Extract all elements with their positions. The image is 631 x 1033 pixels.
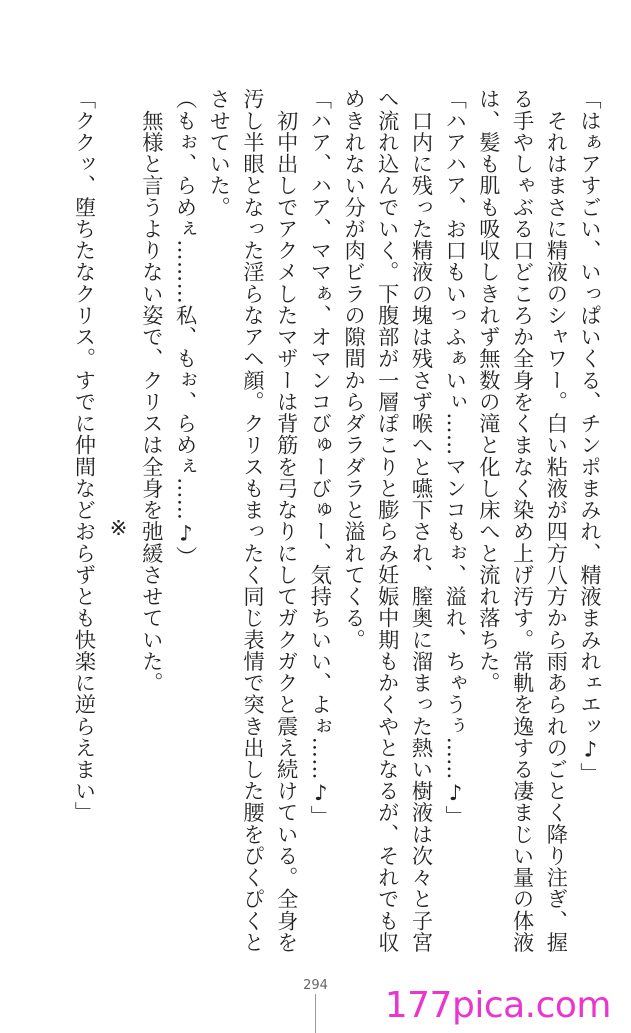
- text-column: 汚し半眼となった淫らなアヘ顔。クリスもまったく同じ表情で突き出した腰をぴくぴくと: [240, 88, 266, 953]
- text-column: 口内に残った精液の塊は残さず喉へと嚥下され、膣奥に溜まった熱い樹液は次々と子宮: [409, 88, 435, 953]
- text-column: させていた。: [207, 88, 233, 218]
- text-column: は、髪も肌も吸収しきれず無数の滝と化し床へと流れ落ちた。: [476, 88, 502, 694]
- text-column: 初中出しでアクメしたマザーは背筋を弓なりにしてガクガクと震え続けている。全身を: [274, 88, 300, 953]
- text-column: 無様と言うよりない姿で、クリスは全身を弛緩させていた。: [139, 88, 165, 694]
- text-column: 「ハアハア、お口もいっふぁいぃ……マンコもぉ、溢れ、ちゃうぅ……♪」: [443, 88, 469, 827]
- text-column: 「ハア、ハア、ママぁ、オマンコびゅーびゅー、気持ちいい、よぉ……♪」: [308, 88, 334, 827]
- text-column: それはまさに精液のシャワー。白い粘液が四方八方から雨あられのごとく降り注ぎ、握: [544, 88, 570, 953]
- text-column: へ流れ込んでいく。下腹部が一層ぽこりと膨らみ妊娠中期もかくやとなるが、それでも収: [375, 88, 401, 953]
- text-column: 「はぁアすごい、いっぱいくる、チンポまみれ、精液まみれェエッ♪」: [578, 88, 603, 784]
- page-number: 294: [303, 978, 328, 993]
- vertical-text-body: [21, 88, 601, 968]
- section-break-mark: ※: [106, 515, 132, 541]
- text-column: （もぉ、らめぇ………私、もぉ、らめぇ……♪）: [173, 88, 199, 568]
- text-column: る手やしゃぶる口どころか全身をくまなく染め上げ汚す。常軌を逸する凄まじい量の体液: [510, 88, 536, 953]
- text-column: めきれない分が肉ビラの隙間からダラダラと溢れてくる。: [342, 88, 368, 651]
- text-column: 「ククッ、堕ちたなクリス。すでに仲間などおらずとも快楽に逆らえまい」: [72, 88, 98, 824]
- page-number-rule: [315, 994, 316, 1033]
- watermark-text: 177pica.com: [384, 985, 611, 1026]
